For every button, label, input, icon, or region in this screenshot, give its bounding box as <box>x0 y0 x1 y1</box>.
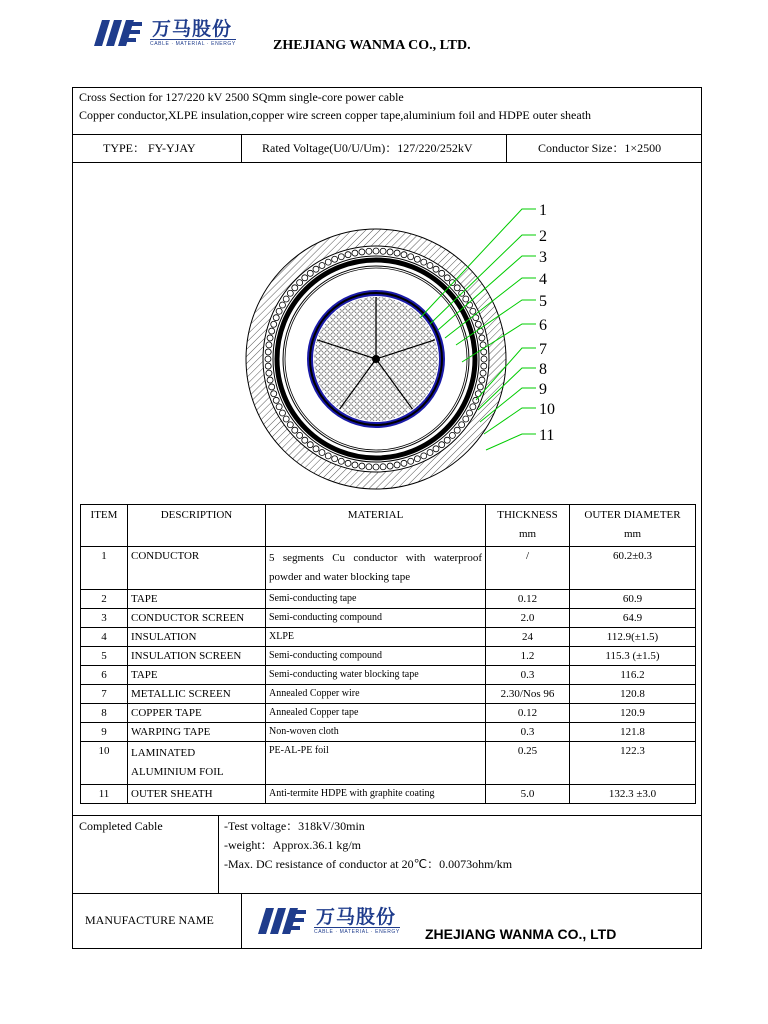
cell-item: 5 <box>81 647 128 666</box>
table-row <box>81 742 696 785</box>
callout-label: 9 <box>539 381 547 398</box>
callout-label: 11 <box>539 427 555 444</box>
cell-outer-diameter: 60.9 <box>570 590 696 609</box>
callout-label: 6 <box>539 317 547 334</box>
cell-outer-diameter: 115.3 (±1.5) <box>570 647 696 666</box>
divider <box>72 815 702 816</box>
table-header-row <box>81 505 696 547</box>
divider <box>72 162 702 163</box>
callout-label: 8 <box>539 361 547 378</box>
cell-item: 11 <box>81 785 128 804</box>
header-description: DESCRIPTION <box>128 505 266 547</box>
header-thickness: THICKNESS mm <box>486 505 570 547</box>
table-row <box>81 704 696 723</box>
cell-outer-diameter: 132.3 ±3.0 <box>570 785 696 804</box>
dc-resistance: -Max. DC resistance of conductor at 20℃：0.0073ohm/km <box>224 857 513 871</box>
cell-outer-diameter: 122.3 <box>570 742 696 785</box>
cell-material: XLPE <box>266 628 486 647</box>
cell-material: Annealed Copper tape <box>266 704 486 723</box>
cell-description: METALLIC SCREEN <box>128 685 266 704</box>
spec-table <box>80 504 696 804</box>
company-logo <box>90 14 242 50</box>
cell-item: 3 <box>81 609 128 628</box>
cell-material: Semi-conducting compound <box>266 609 486 628</box>
wanma-logo-icon <box>90 16 148 48</box>
logo-chinese-name: 万马股份 <box>152 18 233 40</box>
cell-material: Anti-termite HDPE with graphite coating <box>266 785 486 804</box>
cell-thickness: 24 <box>486 628 570 647</box>
cell-item: 4 <box>81 628 128 647</box>
cell-material: Annealed Copper wire <box>266 685 486 704</box>
company-logo-bottom <box>254 902 406 938</box>
header-item: ITEM <box>81 505 128 547</box>
table-row <box>81 647 696 666</box>
cell-item: 7 <box>81 685 128 704</box>
cell-description: INSULATION <box>128 628 266 647</box>
conductor-size: Conductor Size：1×2500 <box>538 141 662 155</box>
divider <box>241 893 242 949</box>
cell-outer-diameter: 116.2 <box>570 666 696 685</box>
cell-item: 1 <box>81 547 128 590</box>
callout-label: 10 <box>539 401 555 418</box>
cell-thickness: 2.30/Nos 96 <box>486 685 570 704</box>
cell-material: Non-woven cloth <box>266 723 486 742</box>
cable-cross-section-diagram <box>240 200 570 500</box>
rated-voltage: Rated Voltage(U0/U/Um)：127/220/252kV <box>262 141 473 155</box>
cable-description-construction: Copper conductor,XLPE insulation,copper wire screen copper tape,aluminium foil and HDPE outer sheath <box>79 108 592 122</box>
cell-description: INSULATION SCREEN <box>128 647 266 666</box>
divider <box>241 134 242 162</box>
callout-label: 4 <box>539 271 547 288</box>
cell-thickness: 0.12 <box>486 590 570 609</box>
cell-item: 8 <box>81 704 128 723</box>
cell-thickness: 0.3 <box>486 723 570 742</box>
manufacture-name-label: MANUFACTURE NAME <box>85 913 214 927</box>
cell-item: 6 <box>81 666 128 685</box>
table-row <box>81 609 696 628</box>
table-row <box>81 785 696 804</box>
cell-item: 2 <box>81 590 128 609</box>
company-title: ZHEJIANG WANMA CO., LTD. <box>273 38 471 53</box>
callout-label: 1 <box>539 202 547 219</box>
table-row <box>81 723 696 742</box>
cell-outer-diameter: 64.9 <box>570 609 696 628</box>
cell-material: 5 segments Cu conductor with waterproof powder and water blocking tape <box>266 547 486 590</box>
cell-description: WARPING TAPE <box>128 723 266 742</box>
cell-description: CONDUCTOR SCREEN <box>128 609 266 628</box>
table-row <box>81 547 696 590</box>
cell-thickness: 1.2 <box>486 647 570 666</box>
divider <box>72 134 702 135</box>
completed-cable-label: Completed Cable <box>79 819 163 833</box>
cell-description: COPPER TAPE <box>128 704 266 723</box>
cell-thickness: 0.3 <box>486 666 570 685</box>
cell-description: OUTER SHEATH <box>128 785 266 804</box>
test-voltage: -Test voltage：318kV/30min <box>224 819 365 833</box>
divider <box>506 134 507 162</box>
logo-tagline: CABLE · MATERIAL · ENERGY <box>150 41 236 47</box>
header-outer-diameter: OUTER DIAMETER mm <box>570 505 696 547</box>
cell-description: TAPE <box>128 590 266 609</box>
divider <box>72 893 702 894</box>
cable-description-title: Cross Section for 127/220 kV 2500 SQmm single-core power cable <box>79 90 404 104</box>
cell-outer-diameter: 112.9(±1.5) <box>570 628 696 647</box>
callout-label: 7 <box>539 341 547 358</box>
divider <box>218 815 219 893</box>
cell-thickness: 5.0 <box>486 785 570 804</box>
manufacturer-company-name: ZHEJIANG WANMA CO., LTD <box>425 926 617 942</box>
cell-material: Semi-conducting water blocking tape <box>266 666 486 685</box>
callout-label: 2 <box>539 228 547 245</box>
table-row <box>81 590 696 609</box>
cell-item: 9 <box>81 723 128 742</box>
cable-weight: -weight：Approx.36.1 kg/m <box>224 838 361 852</box>
cell-thickness: 0.25 <box>486 742 570 785</box>
cell-material: PE-AL-PE foil <box>266 742 486 785</box>
cell-thickness: / <box>486 547 570 590</box>
cell-outer-diameter: 121.8 <box>570 723 696 742</box>
callout-label: 3 <box>539 249 547 266</box>
cell-thickness: 2.0 <box>486 609 570 628</box>
logo-chinese-name: 万马股份 <box>316 906 397 928</box>
cell-material: Semi-conducting tape <box>266 590 486 609</box>
cell-item: 10 <box>81 742 128 785</box>
cell-description: CONDUCTOR <box>128 547 266 590</box>
cell-outer-diameter: 120.9 <box>570 704 696 723</box>
table-row <box>81 666 696 685</box>
table-row <box>81 628 696 647</box>
cell-outer-diameter: 120.8 <box>570 685 696 704</box>
table-row <box>81 685 696 704</box>
logo-tagline: CABLE · MATERIAL · ENERGY <box>314 929 400 935</box>
callout-leader-line <box>486 434 536 450</box>
wanma-logo-icon <box>254 904 312 936</box>
cell-outer-diameter: 60.2±0.3 <box>570 547 696 590</box>
cable-type: TYPE： FY-YJAY <box>103 141 196 155</box>
header-material: MATERIAL <box>266 505 486 547</box>
cell-thickness: 0.12 <box>486 704 570 723</box>
cell-material: Semi-conducting compound <box>266 647 486 666</box>
cell-description: LAMINATED ALUMINIUM FOIL <box>128 742 266 785</box>
cell-description: TAPE <box>128 666 266 685</box>
callout-label: 5 <box>539 293 547 310</box>
